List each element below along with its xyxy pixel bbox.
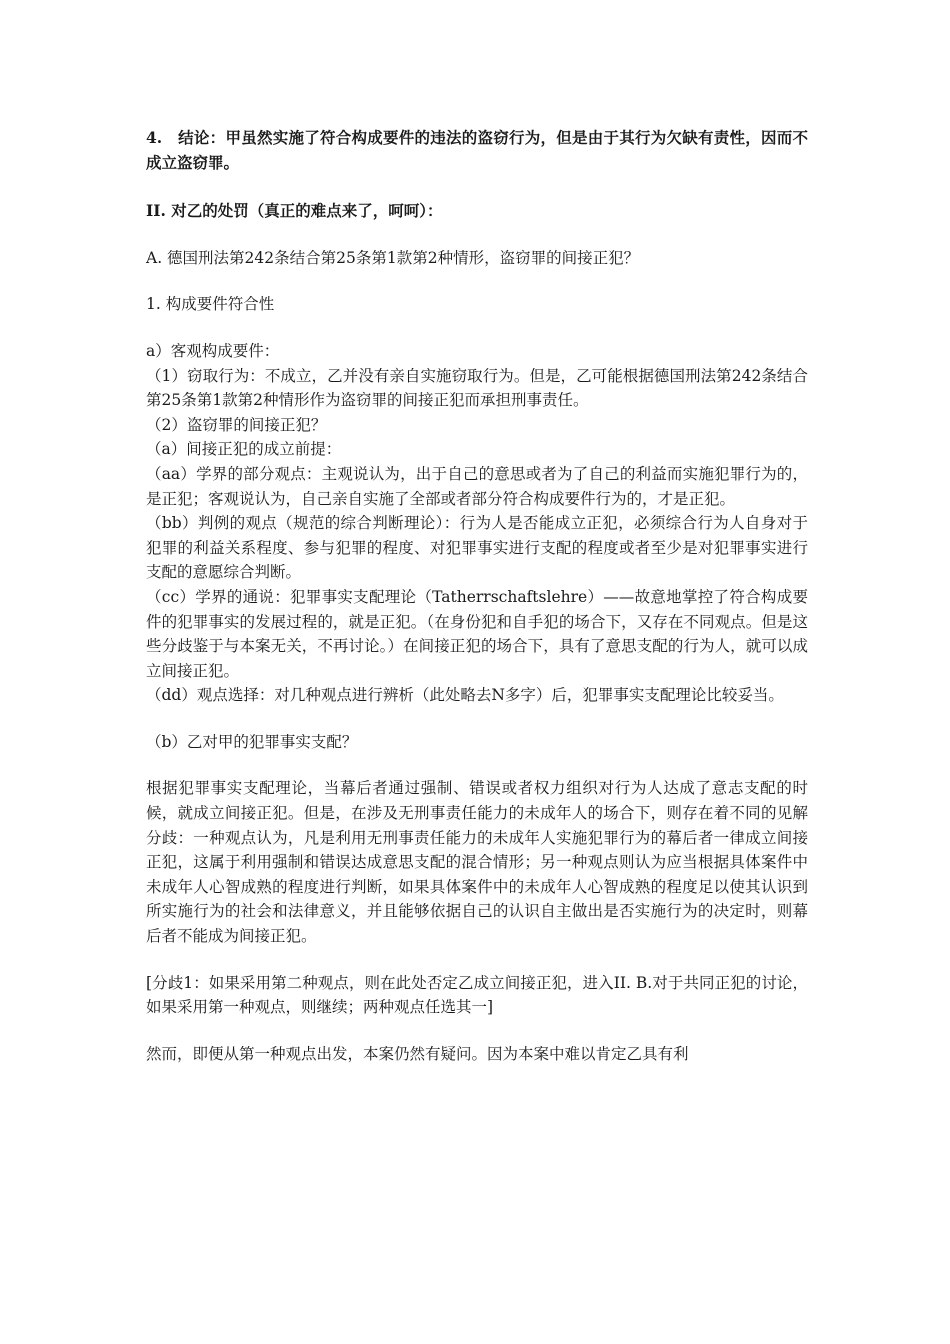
- item-cc-prevailing-view: （cc）学界的通说：犯罪事实支配理论（Tatherrschaftslehre）——故意地掌控了符合构成要件的犯罪事实的发展过程的，就是正犯。（在身份犯和自手犯的场合下，又存在不同观点。但是这些分歧鉴于与本案无关，不再讨论。）在间接正犯的场合下，具有了意思支配的行为人，就可以成立间接正犯。: [146, 587, 808, 680]
- subsection-heading-a: A. 德国刑法第242条结合第25条第1款第2种情形，盗窃罪的间接正犯？: [146, 248, 640, 267]
- continuation-paragraph: 然而，即便从第一种观点出发，本案仍然有疑问。因为本案中难以肯定乙具有利: [146, 1044, 689, 1063]
- heading-elements: 1. 构成要件符合性: [146, 295, 275, 314]
- item-b-control-question: （b）乙对甲的犯罪事实支配？: [146, 732, 358, 751]
- divergence-note: [分歧1：如果采用第二种观点，则在此处否定乙成立间接正犯，进入II. B.对于共同正犯的讨论，如果采用第一种观点，则继续；两种观点任选其一]: [146, 973, 808, 1017]
- item-theft-act: （1）窃取行为：不成立，乙并没有亲自实施窃取行为。但是，乙可能根据德国刑法第242条结合第25条第1款第2种情形作为盗窃罪的间接正犯而承担刑事责任。: [146, 366, 808, 410]
- document-page: [146, 126, 808, 1066]
- heading-objective-elements: a）客观构成要件：: [146, 341, 280, 360]
- conclusion-paragraph: 4. 结论：甲虽然实施了符合构成要件的违法的盗窃行为，但是由于其行为欠缺有责性，因而不成立盗窃罪。: [146, 128, 808, 172]
- item-bb-case-law-view: （bb）判例的观点（规范的综合判断理论）：行为人是否能成立正犯，必须综合行为人自身对于犯罪的利益关系程度、参与犯罪的程度、对犯罪事实进行支配的程度或者至少是对犯罪事实进行支配的意愿综合判断。: [146, 514, 808, 582]
- section-heading-ii: II. 对乙的处罚（真正的难点来了，呵呵）：: [146, 201, 443, 221]
- item-dd-view-selection: （dd）观点选择：对几种观点进行辨析（此处略去N多字）后，犯罪事实支配理论比较妥当。: [146, 686, 784, 705]
- item-indirect-perpetrator: （2）盗窃罪的间接正犯？: [146, 415, 327, 434]
- item-aa-academic-views: （aa）学界的部分观点：主观说认为，出于自己的意思或者为了自己的利益而实施犯罪行为的，是正犯；客观说认为，自己亲自实施了全部或者部分符合构成要件行为的，才是正犯。: [146, 464, 808, 508]
- analysis-paragraph: 根据犯罪事实支配理论，当幕后者通过强制、错误或者权力组织对行为人达成了意志支配的时候，就成立间接正犯。但是，在涉及无刑事责任能力的未成年人的场合下，则存在着不同的见解分歧：一种观点认为，凡是利用无刑事责任能力的未成年人实施犯罪行为的幕后者一律成立间接正犯，这属于利用强制和错误达成意思支配的混合情形；另一种观点则认为应当根据具体案件中未成年人心智成熟的程度进行判断，如果具体案件中的未成年人心智成熟的程度足以使其认识到所实施行为的社会和法律意义，并且能够依据自己的认识自主做出是否实施行为的决定时，则幕后者不能成为间接正犯。: [146, 779, 808, 946]
- item-premise: （a）间接正犯的成立前提：: [146, 440, 342, 459]
